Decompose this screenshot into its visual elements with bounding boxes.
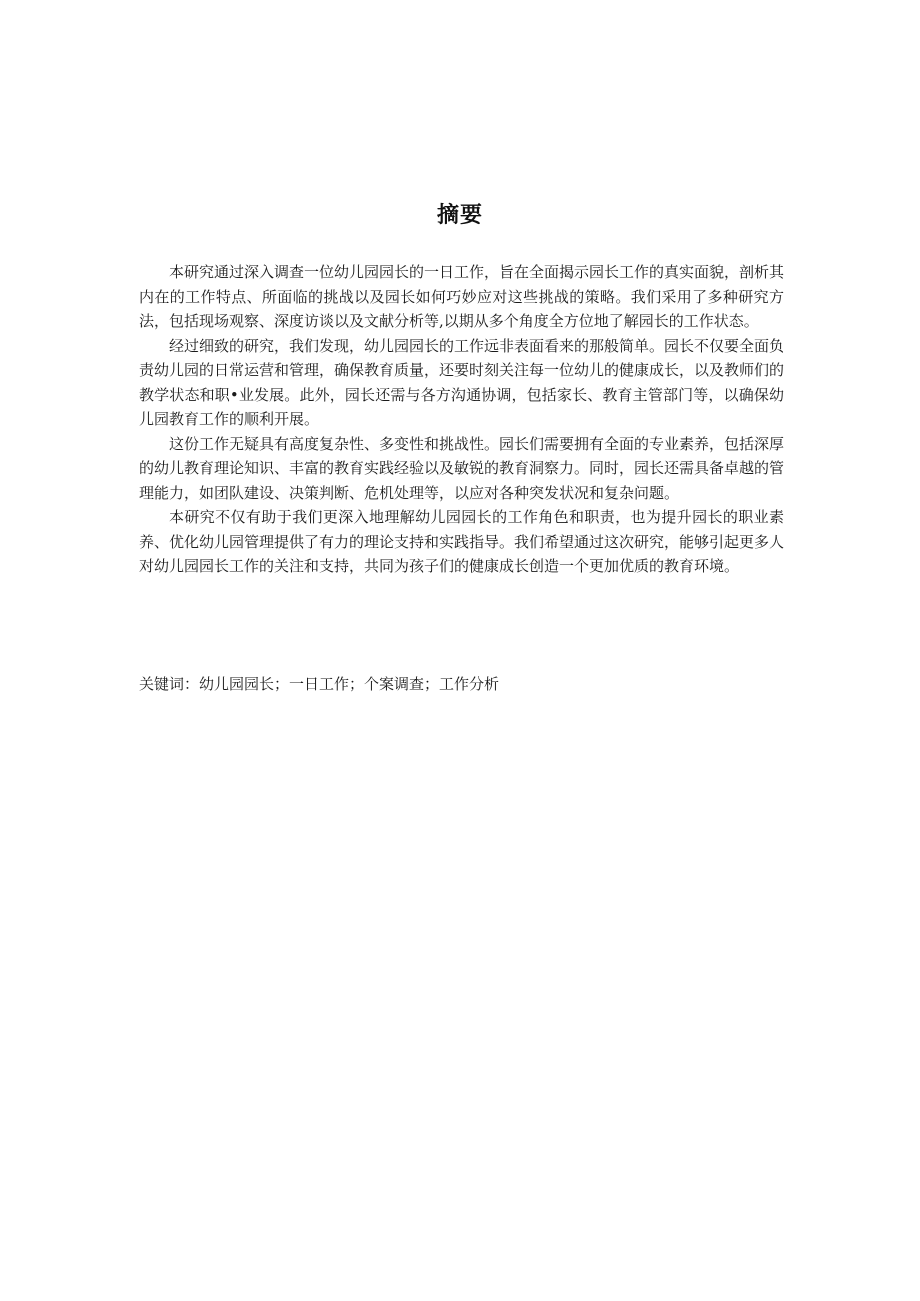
abstract-paragraph-2: 经过细致的研究，我们发现，幼儿园园长的工作远非表面看来的那般简单。园长不仅要全面负责幼儿园的日常运营和管理，确保教育质量，还要时刻关注每一位幼儿的健康成长，以及教师们的教学状态和职•业发展。此外，园长还需与各方沟通协调，包括家长、教育主管部门等，以确保幼儿园教育工作的顺利开展。 [139,336,785,428]
abstract-paragraph-3: 这份工作无疑具有高度复杂性、多变性和挑战性。园长们需要拥有全面的专业素养，包括深厚的幼儿教育理论知识、丰富的教育实践经验以及敏锐的教育洞察力。同时，园长还需具备卓越的管理能力，如团队建设、决策判断、危机处理等，以应对各种突发状况和复杂问题。 [139,434,785,502]
keywords-line: 关键词：幼儿园园长；一日工作；个案调查；工作分析 [139,675,500,693]
abstract-title: 摘要 [436,203,483,228]
abstract-paragraph-1: 本研究通过深入调查一位幼儿园园长的一日工作，旨在全面揭示园长工作的真实面貌，剖析其内在的工作特点、所面临的挑战以及园长如何巧妙应对这些挑战的策略。我们采用了多种研究方法，包括现场观察、深度访谈以及文献分析等,以期从多个角度全方位地了解园长的工作状态。 [139,263,785,330]
abstract-body [139,260,784,579]
abstract-paragraph-4: 本研究不仅有助于我们更深入地理解幼儿园园长的工作角色和职责，也为提升园长的职业素养、优化幼儿园管理提供了有力的理论支持和实践指导。我们希望通过这次研究，能够引起更多人对幼儿园园长工作的关注和支持，共同为孩子们的健康成长创造一个更加优质的教育环境。 [139,508,785,575]
